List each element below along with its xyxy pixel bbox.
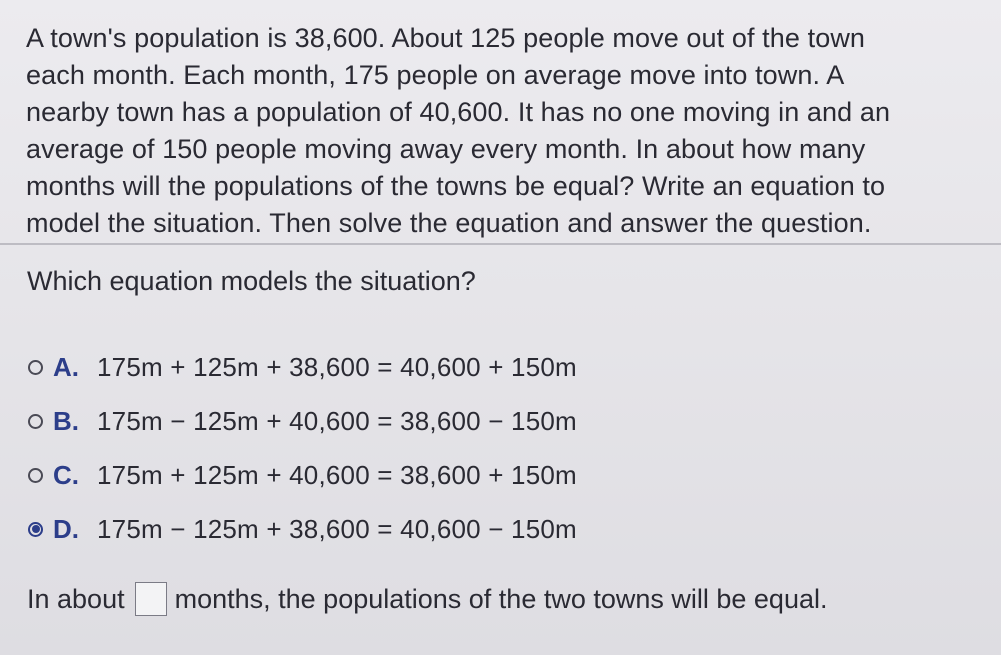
problem-line: A town's population is 38,600. About 125 people move out of the town [26, 23, 866, 53]
answer-suffix: months, the populations of the two towns will be equal. [174, 583, 828, 614]
problem-line: months will the populations of the towns be equal? Write an equation to [26, 171, 886, 201]
choice-equation: 175m + 125m + 38,600 = 40,600 + 150m [97, 351, 577, 382]
choice-letter: A. [53, 351, 79, 382]
section-divider [0, 243, 1001, 245]
radio-button-c[interactable] [28, 468, 43, 483]
answer-prefix: In about [27, 583, 125, 614]
choice-c[interactable] [28, 448, 728, 502]
choice-d[interactable] [28, 502, 728, 556]
choice-equation: 175m + 125m + 40,600 = 38,600 + 150m [97, 459, 577, 490]
choice-equation: 175m − 125m + 40,600 = 38,600 − 150m [97, 405, 577, 436]
problem-line: average of 150 people moving away every month. In about how many [26, 134, 866, 164]
choice-b[interactable] [28, 394, 728, 448]
choice-letter: C. [53, 459, 79, 490]
answer-sentence [27, 582, 828, 616]
problem-line: nearby town has a population of 40,600. It has no one moving in and an [26, 97, 891, 127]
problem-line: model the situation. Then solve the equation and answer the question. [26, 208, 872, 238]
radio-button-a[interactable] [28, 360, 43, 375]
radio-button-d[interactable] [28, 522, 43, 537]
choice-a[interactable] [28, 340, 728, 394]
choice-letter: B. [53, 405, 79, 436]
choice-letter: D. [53, 513, 79, 544]
problem-line: each month. Each month, 175 people on average move into town. A [26, 60, 845, 90]
answer-choices [28, 340, 728, 556]
question-prompt: Which equation models the situation? [27, 266, 476, 296]
choice-equation: 175m − 125m + 38,600 = 40,600 − 150m [97, 513, 577, 544]
months-answer-input[interactable] [135, 582, 167, 616]
problem-statement [26, 20, 991, 242]
radio-button-b[interactable] [28, 414, 43, 429]
